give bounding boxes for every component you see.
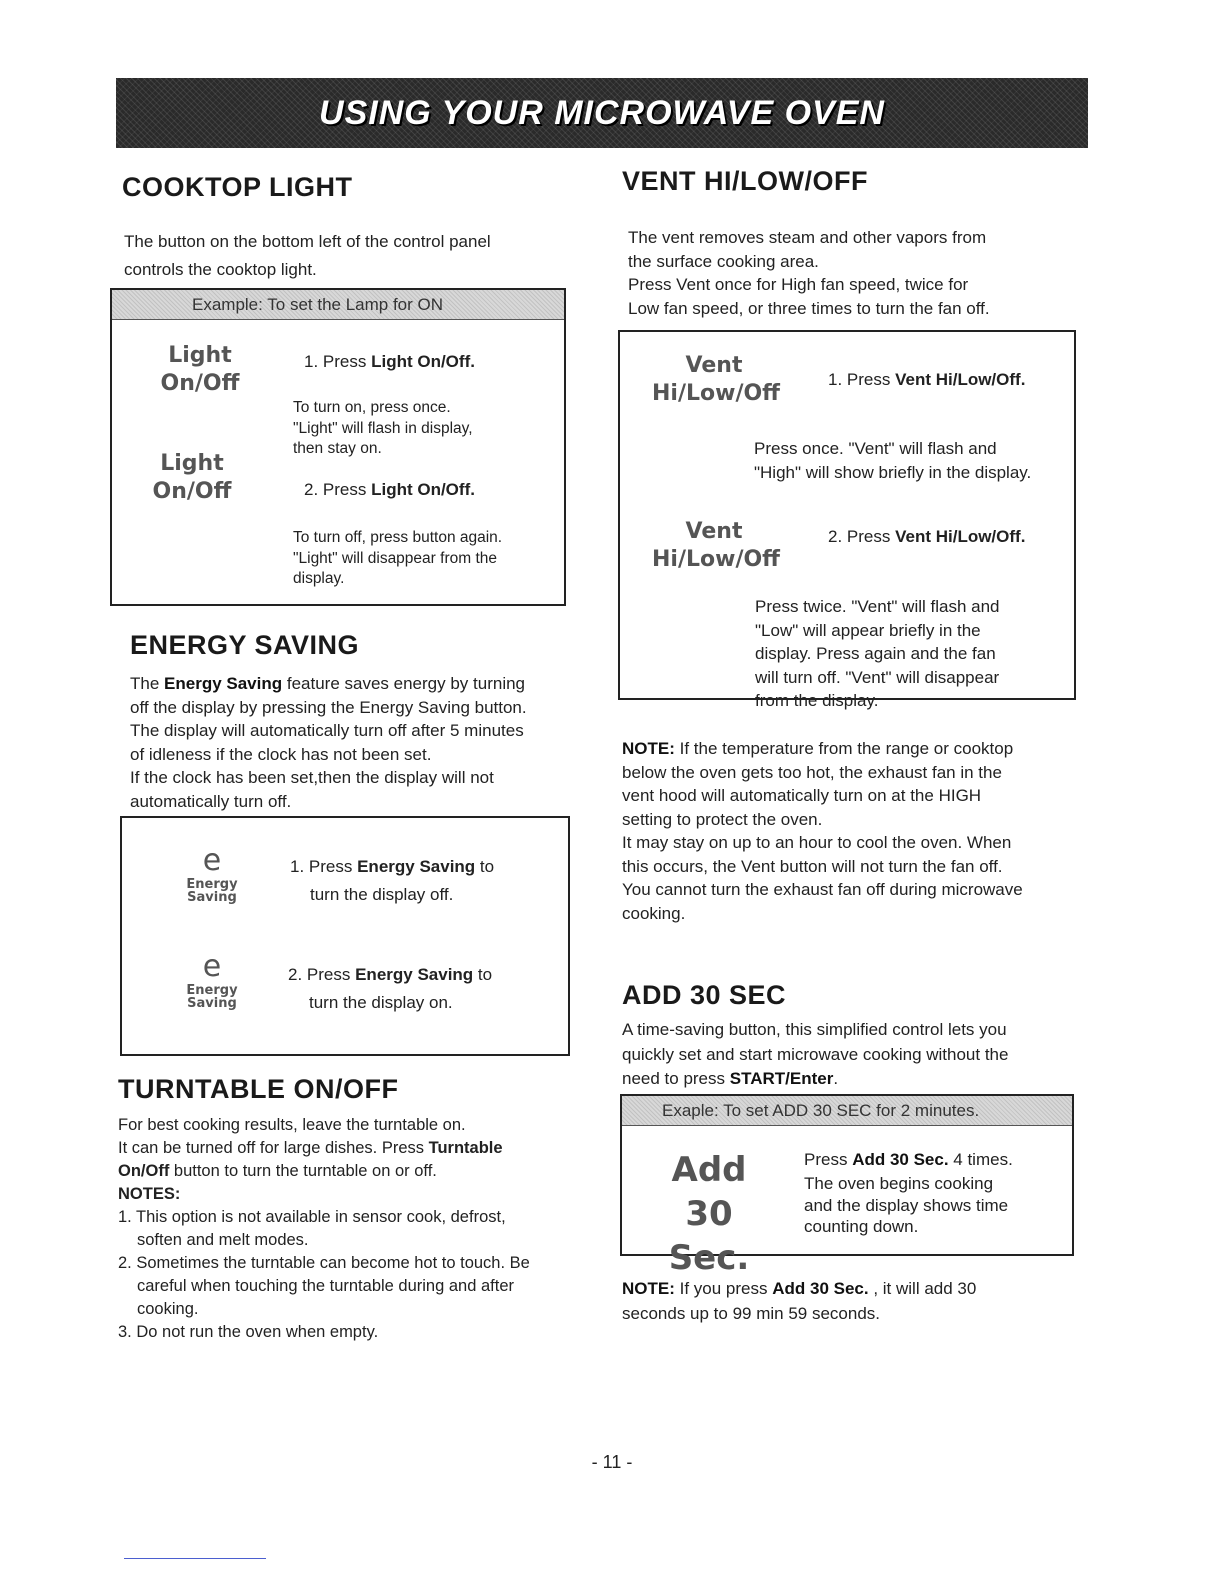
vent-description: The vent removes steam and other vapors from the surface cooking area. Press Vent once for High fan speed, twice for Low fan speed, or three times to turn the fan off. bbox=[628, 228, 990, 318]
cooktop-intro: The button on the bottom left of the control panel controls the cooktop light. bbox=[124, 232, 491, 279]
energy-step-1: 1. Press Energy Saving to turn the display off. bbox=[290, 857, 495, 904]
vent-button-graphic-1: Vent Hi/Low/Off bbox=[652, 353, 781, 406]
energy-saving-icon: e Energy Saving bbox=[186, 843, 238, 905]
energy-description: The Energy Saving feature saves energy by turning off the display by pressing the Energy Saving button. The display will automatically turn off after 5 minutes of idleness if the clock has not been set. If the clock has been set,then the display will not automatically turn off. bbox=[130, 674, 527, 811]
vent-step-1: 1. Press Vent Hi/Low/Off. bbox=[828, 370, 1026, 389]
add30-button-graphic: Add 30 Sec. bbox=[668, 1150, 750, 1278]
energy-saving-icon: e Energy Saving bbox=[186, 949, 238, 1011]
light-onoff-button-graphic-1: Light On/Off bbox=[160, 343, 240, 396]
vent-note: NOTE: If the temperature from the range or cooktop below the oven gets too hot, the exhaust fan in the vent hood will automatically turn on at the HIGH setting to protect the oven. It may stay on up to an hour to cool the oven. When this occurs, the Vent button will not turn the fan off. You cannot turn the exhaust fan off during microwave cooking. bbox=[622, 739, 1023, 923]
vent-heading: VENT HI/LOW/OFF bbox=[622, 166, 868, 196]
cooktop-step-1-desc: To turn on, press once. "Light" will flash in display, then stay on. bbox=[293, 399, 473, 457]
add30-note: NOTE: If you press Add 30 Sec. , it will add 30 seconds up to 99 min 59 seconds. bbox=[622, 1279, 977, 1323]
footer-rule bbox=[124, 1558, 266, 1559]
add30-description: A time-saving button, this simplified control lets you quickly set and start microwave cooking without the need to press START/Enter. bbox=[622, 1020, 1009, 1088]
vent-step-2-desc: Press twice. "Vent" will flash and "Low" will appear briefly in the display. Press again and the fan will turn off. "Vent" will disappear from the display. bbox=[755, 597, 1000, 710]
cooktop-heading: COOKTOP LIGHT bbox=[122, 172, 353, 202]
energy-step-2: 2. Press Energy Saving to turn the display on. bbox=[288, 965, 493, 1012]
add30-example-desc: Press Add 30 Sec. 4 times. The oven begins cooking and the display shows time counting down. bbox=[804, 1150, 1013, 1236]
vent-step-2: 2. Press Vent Hi/Low/Off. bbox=[828, 527, 1026, 546]
turntable-description: For best cooking results, leave the turntable on. It can be turned off for large dishes. Press Turntable On/Off button to turn the turntable on or off. NOTES: 1. This option is not available in sensor cook, defrost, soften and melt modes. 2. Sometimes the turntable can become hot to touch. Be careful when touching the turntable during and after cooking. 3. Do not run the oven when empty. bbox=[118, 1116, 530, 1341]
light-onoff-button-graphic-2: Light On/Off bbox=[152, 451, 232, 504]
cooktop-step-1: 1. Press Light On/Off. bbox=[304, 352, 475, 371]
add30-example-title: Exaple: To set ADD 30 SEC for 2 minutes. bbox=[622, 1096, 1072, 1126]
vent-step-1-desc: Press once. "Vent" will flash and "High" will show briefly in the display. bbox=[754, 439, 1032, 482]
energy-heading: ENERGY SAVING bbox=[130, 630, 360, 660]
cooktop-example-title: Example: To set the Lamp for ON bbox=[112, 290, 564, 320]
cooktop-step-2-desc: To turn off, press button again. "Light" will disappear from the display. bbox=[293, 529, 503, 587]
vent-button-graphic-2: Vent Hi/Low/Off bbox=[652, 519, 781, 572]
turntable-heading: TURNTABLE ON/OFF bbox=[118, 1074, 399, 1104]
page-banner bbox=[116, 78, 1088, 148]
page-number: - 11 - bbox=[591, 1452, 633, 1472]
cooktop-step-2: 2. Press Light On/Off. bbox=[304, 480, 475, 499]
banner-title: USING YOUR MICROWAVE OVEN bbox=[319, 93, 885, 132]
add30-heading: ADD 30 SEC bbox=[622, 980, 787, 1010]
